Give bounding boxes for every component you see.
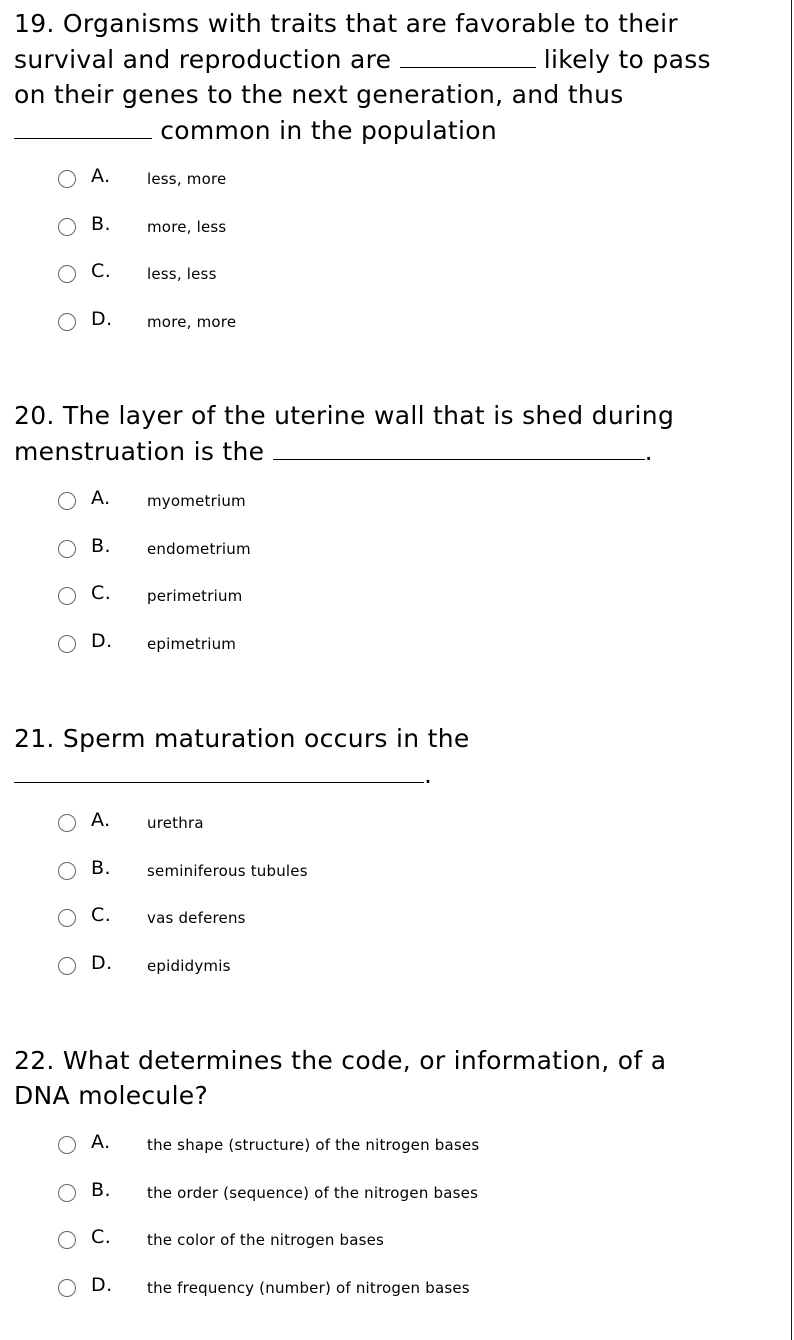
option-b[interactable]: B. seminiferous tubules <box>14 860 714 890</box>
right-border-line <box>791 0 792 1340</box>
radio-button[interactable] <box>58 957 76 975</box>
radio-button[interactable] <box>58 862 76 880</box>
option-d[interactable]: D. more, more <box>14 311 714 341</box>
option-a[interactable]: A. the shape (structure) of the nitrogen bases <box>14 1134 714 1164</box>
radio-button[interactable] <box>58 540 76 558</box>
question-text: 22. What determines the code, or information, of a DNA molecule? <box>14 1046 667 1110</box>
answer-blank <box>400 41 536 68</box>
radio-button[interactable] <box>58 492 76 510</box>
radio-button[interactable] <box>58 313 76 331</box>
question-20 <box>14 398 774 469</box>
option-b[interactable]: B. endometrium <box>14 538 714 568</box>
answer-blank <box>14 112 152 139</box>
radio-button[interactable] <box>58 814 76 832</box>
option-c[interactable]: C. vas deferens <box>14 907 714 937</box>
option-a[interactable]: A. myometrium <box>14 490 714 520</box>
radio-button[interactable] <box>58 218 76 236</box>
radio-button[interactable] <box>58 170 76 188</box>
question-text: 20. The layer of the uterine wall that is shed during menstruation is the . <box>14 401 675 466</box>
answer-blank <box>273 433 645 460</box>
option-d[interactable]: D. epimetrium <box>14 633 714 663</box>
question-22 <box>14 1043 774 1113</box>
option-d[interactable]: D. the frequency (number) of nitrogen bases <box>14 1277 714 1307</box>
radio-button[interactable] <box>58 587 76 605</box>
question-text: 19. Organisms with traits that are favorable to their survival and reproduction are likely to pass on their genes to the next generation, and thus common in the population <box>14 9 711 145</box>
question-text: 21. Sperm maturation occurs in the . <box>14 724 470 789</box>
option-b[interactable]: B. more, less <box>14 216 714 246</box>
radio-button[interactable] <box>58 909 76 927</box>
radio-button[interactable] <box>58 1231 76 1249</box>
radio-button[interactable] <box>58 1184 76 1202</box>
answer-blank <box>14 756 424 783</box>
option-c[interactable]: C. the color of the nitrogen bases <box>14 1229 714 1259</box>
question-19 <box>14 6 774 148</box>
question-21 <box>14 721 774 792</box>
option-c[interactable]: C. perimetrium <box>14 585 714 615</box>
option-a[interactable]: A. urethra <box>14 812 714 842</box>
radio-button[interactable] <box>58 1279 76 1297</box>
option-c[interactable]: C. less, less <box>14 263 714 293</box>
radio-button[interactable] <box>58 1136 76 1154</box>
option-a[interactable]: A. less, more <box>14 168 714 198</box>
radio-button[interactable] <box>58 265 76 283</box>
option-d[interactable]: D. epididymis <box>14 955 714 985</box>
option-b[interactable]: B. the order (sequence) of the nitrogen bases <box>14 1182 714 1212</box>
radio-button[interactable] <box>58 635 76 653</box>
